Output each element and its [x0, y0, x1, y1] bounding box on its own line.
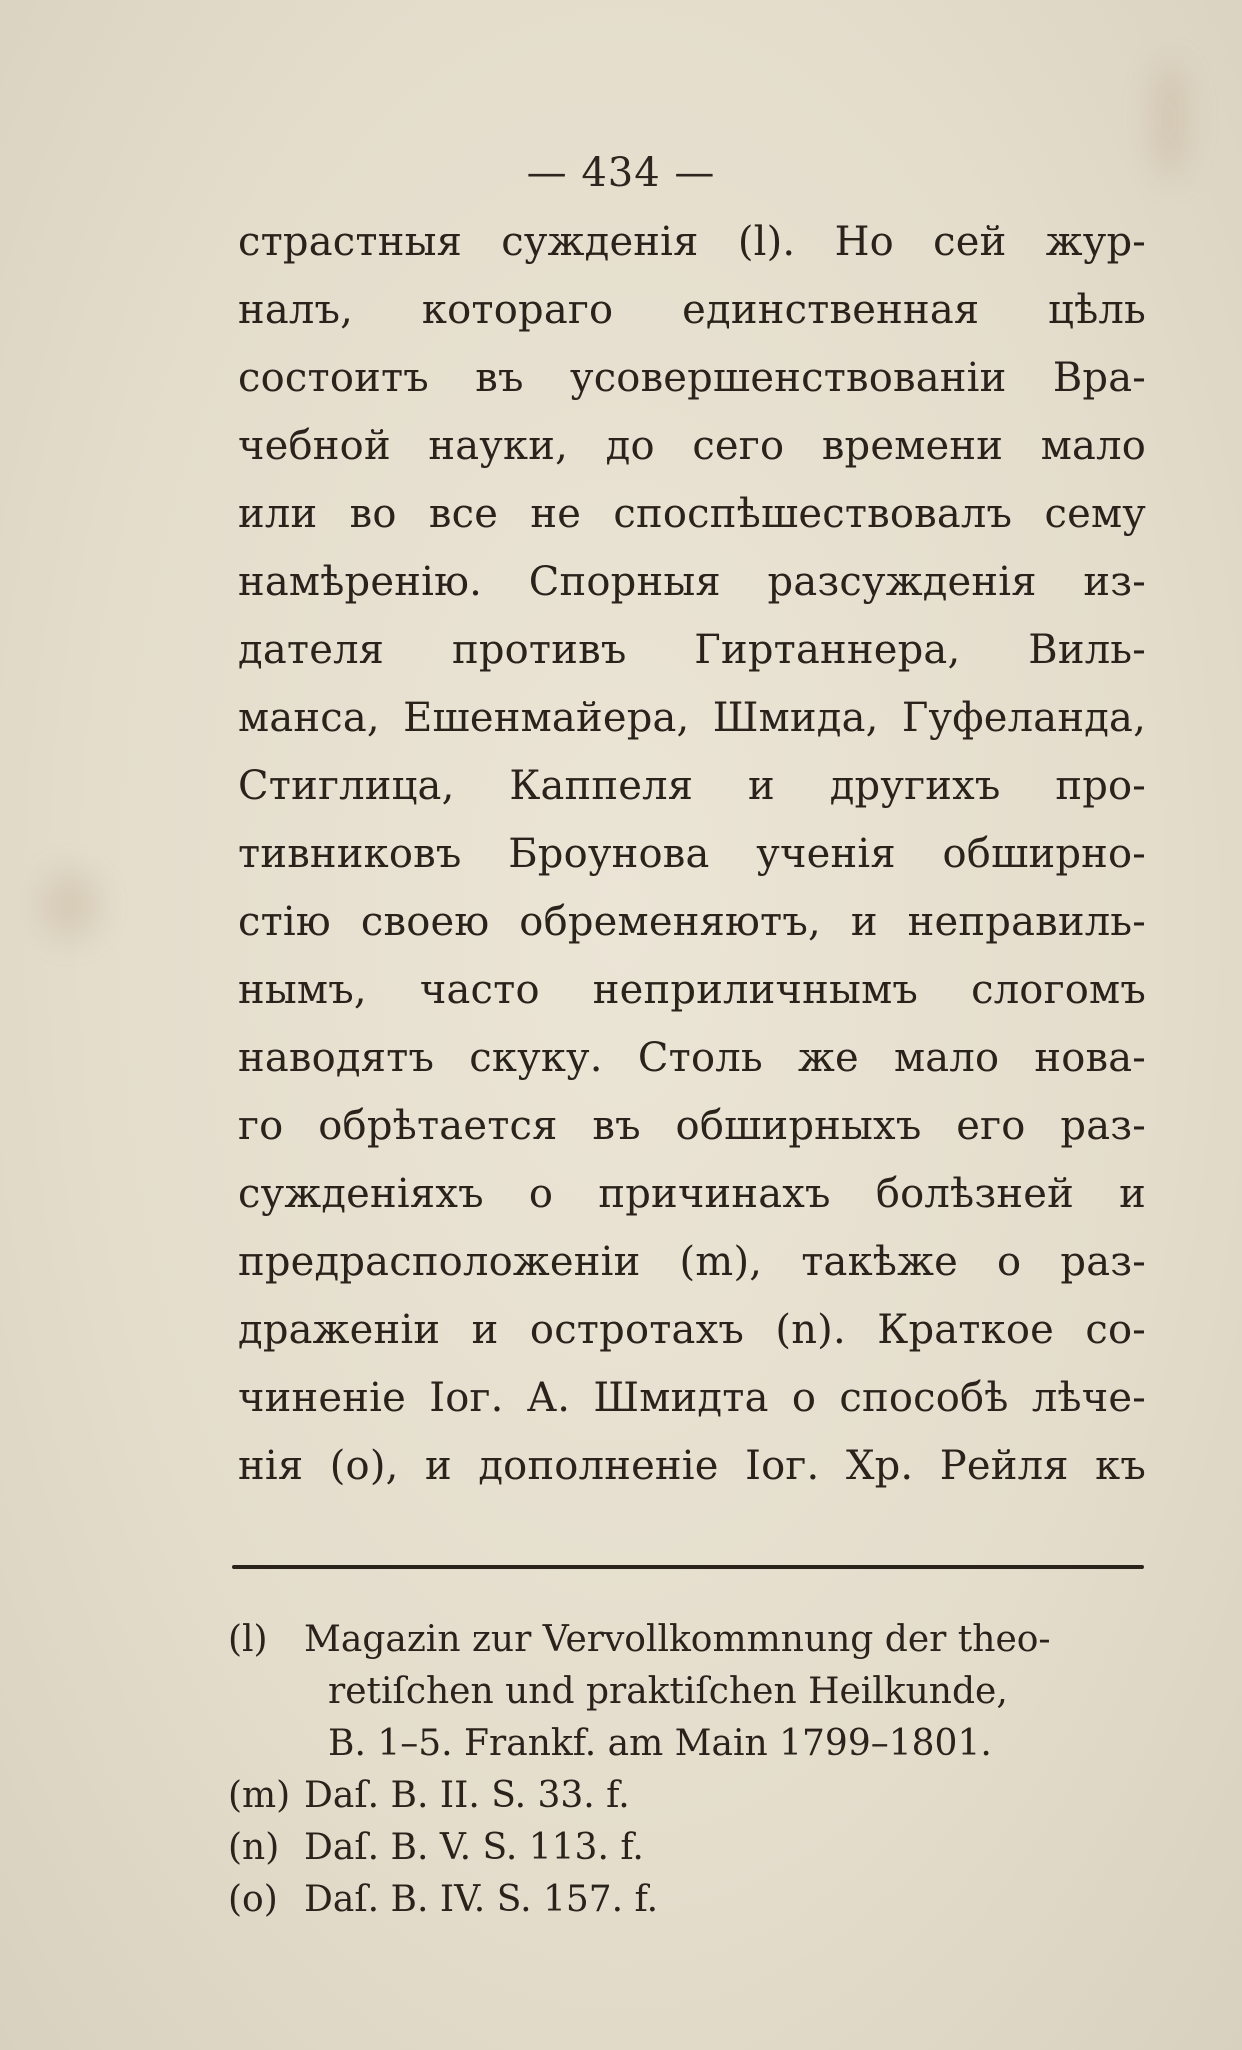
- footnote-mark: (o): [228, 1879, 278, 1920]
- text-line: предрасположеніи (m), такѣже о раз-: [238, 1239, 1146, 1285]
- text-line: стію своею обременяютъ, и неправиль-: [238, 899, 1146, 945]
- text-line: намѣренію. Спорныя разсужденія из-: [238, 559, 1146, 605]
- footnote-m: [228, 1770, 1148, 1822]
- footnote-mark: (l): [228, 1619, 268, 1660]
- text-line: страстныя сужденія (l). Но сей жур-: [238, 219, 1146, 265]
- footnote-text: retiſchen und praktiſchen Heilkunde,: [328, 1671, 1008, 1712]
- text-line: чебной науки, до сего времени мало: [238, 423, 1146, 469]
- footnote-text: Magazin zur Vervollkommnung der theo-: [304, 1619, 1051, 1660]
- footnote-l: [228, 1614, 1148, 1666]
- text-line: наводятъ скуку. Столь же мало нова-: [238, 1035, 1146, 1081]
- footnote-mark: (m): [228, 1775, 291, 1816]
- footnote-text: Daſ. B. II. S. 33. f.: [304, 1775, 630, 1816]
- text-line: налъ, котораго единственная цѣль: [238, 287, 1146, 333]
- footnote-mark: (n): [228, 1827, 280, 1868]
- footnote-n: [228, 1822, 1148, 1874]
- text-line: сужденіяхъ о причинахъ болѣзней и: [238, 1171, 1146, 1217]
- text-line: Стиглица, Каппеля и другихъ про-: [238, 763, 1146, 809]
- footnote-text: Daſ. B. V. S. 113. f.: [304, 1827, 644, 1868]
- text-line: тивниковъ Броунова ученія обширно-: [238, 831, 1146, 877]
- footnote-rule: [232, 1565, 1144, 1569]
- page-number: — 434 —: [526, 150, 716, 196]
- text-line: чиненіе Іог. А. Шмидта о способѣ лѣче-: [238, 1375, 1146, 1421]
- text-line: драженіи и остротахъ (n). Краткое со-: [238, 1307, 1146, 1353]
- text-line: нія (o), и дополненіе Іог. Хр. Рейля къ: [238, 1443, 1146, 1489]
- body-text: [238, 208, 1146, 1500]
- text-line: манса, Ешенмайера, Шмида, Гуфеланда,: [238, 695, 1146, 741]
- footnote-text: Daſ. B. IV. S. 157. f.: [304, 1879, 659, 1920]
- text-line: нымъ, часто неприличнымъ слогомъ: [238, 967, 1146, 1013]
- text-line: состоитъ въ усовершенствованіи Вра-: [238, 355, 1146, 401]
- text-line: го обрѣтается въ обширныхъ его раз-: [238, 1103, 1146, 1149]
- footnote-o: [228, 1874, 1148, 1926]
- text-line: дателя противъ Гиртаннера, Виль-: [238, 627, 1146, 673]
- footnote-text: B. 1–5. Frankf. am Main 1799–1801.: [328, 1723, 992, 1764]
- paper-stain: [40, 870, 100, 940]
- footnotes: [228, 1614, 1148, 1926]
- text-line: или во все не споспѣшествовалъ сему: [238, 491, 1146, 537]
